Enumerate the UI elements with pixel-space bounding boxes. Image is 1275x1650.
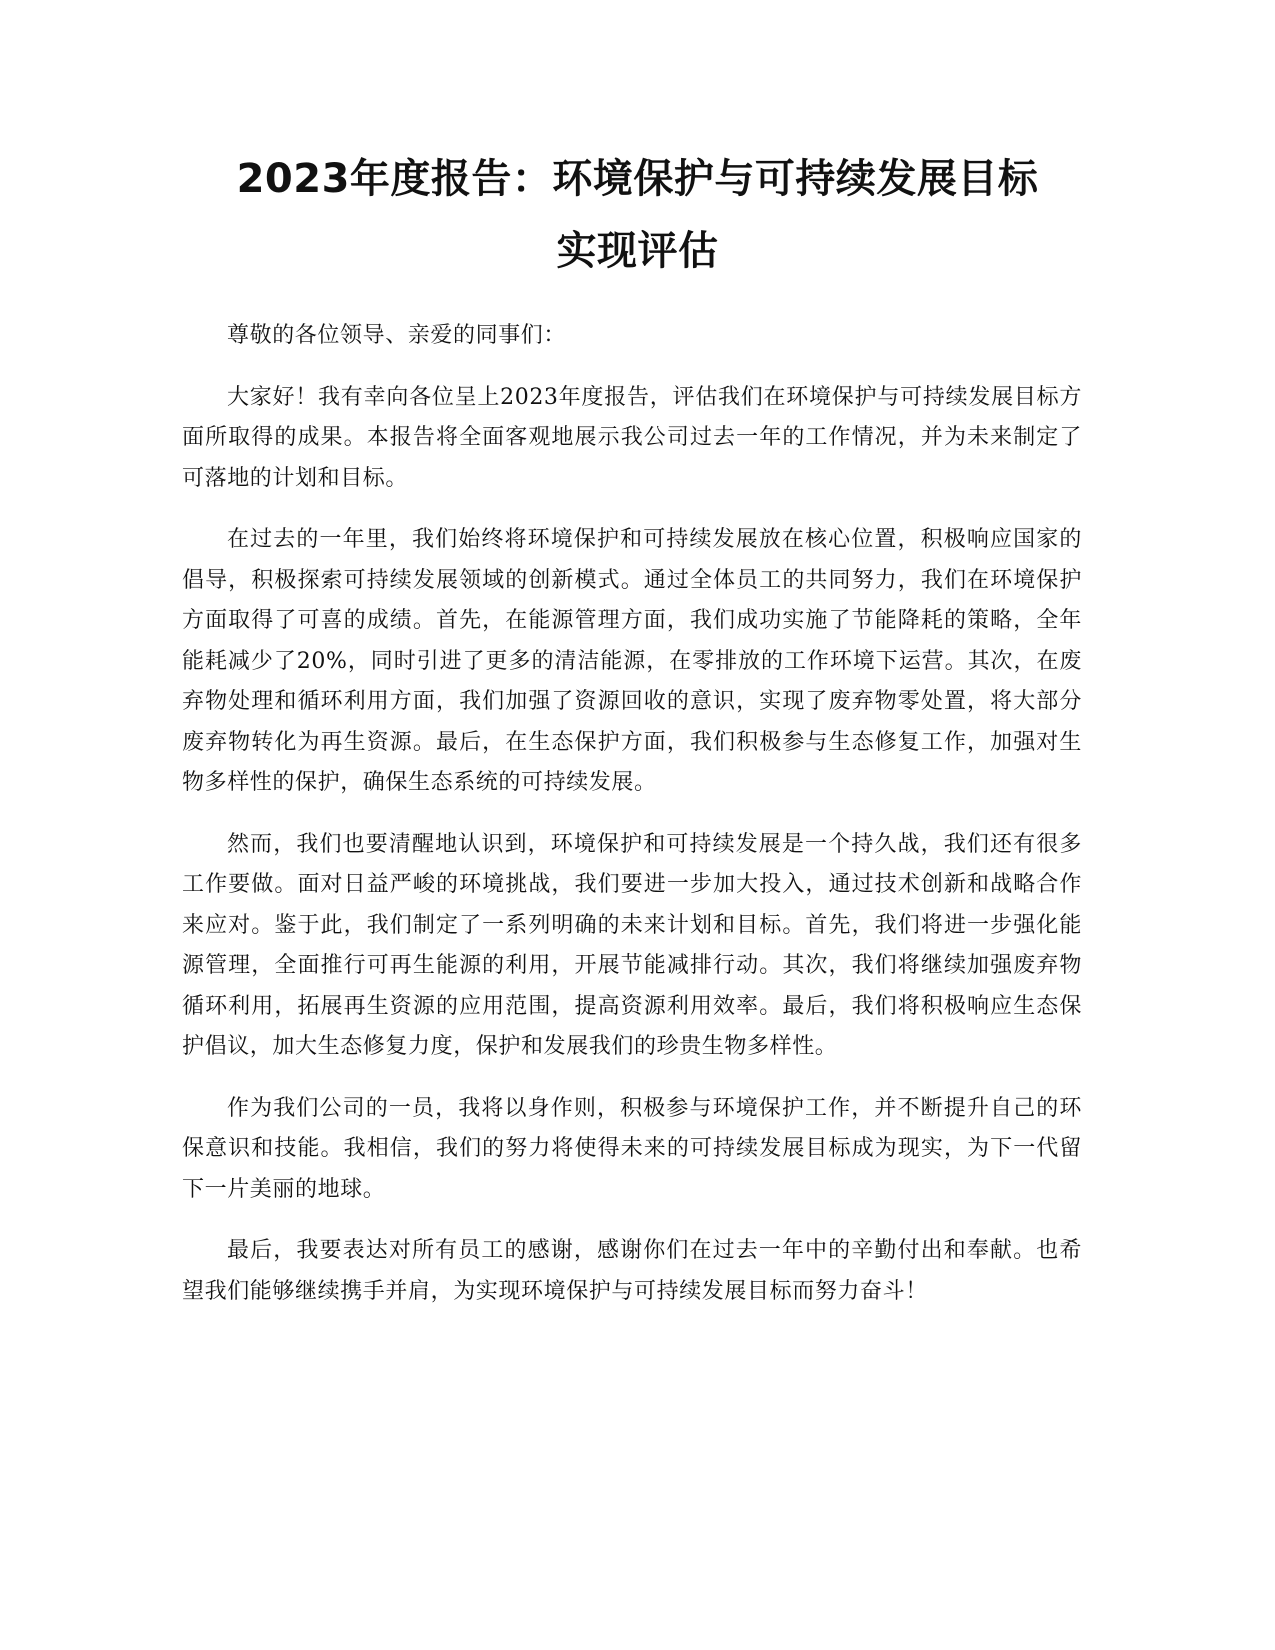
document-title-line-2: 实现评估	[556, 228, 719, 274]
document-title-line-1: 2023年度报告：环境保护与可持续发展目标	[236, 156, 1039, 202]
salutation-paragraph: 尊敬的各位领导、亲爱的同事们：	[227, 323, 567, 348]
document-title	[150, 143, 1125, 287]
closing-paragraph: 最后，我要表达对所有员工的感谢，感谢你们在过去一年中的辛勤付出和奉献。也希望我们能够继续携手并肩，为实现环境保护与可持续发展目标而努力奋斗！	[182, 1238, 1082, 1304]
personal-commitment-paragraph: 作为我们公司的一员，我将以身作则，积极参与环境保护工作，并不断提升自己的环保意识和技能。我相信，我们的努力将使得未来的可持续发展目标成为现实，为下一代留下一片美丽的地球。	[182, 1095, 1082, 1202]
future-plans-paragraph: 然而，我们也要清醒地认识到，环境保护和可持续发展是一个持久战，我们还有很多工作要做。面对日益严峻的环境挑战，我们要进一步加大投入，通过技术创新和战略合作来应对。鉴于此，我们制定了一系列明确的未来计划和目标。首先，我们将进一步强化能源管理，全面推行可再生能源的利用，开展节能减排行动。其次，我们将继续加强废弃物循环利用，拓展再生资源的应用范围，提高资源利用效率。最后，我们将积极响应生态保护倡议，加大生态修复力度，保护和发展我们的珍贵生物多样性。	[182, 831, 1082, 1059]
document-body	[182, 316, 1082, 1312]
opening-paragraph: 大家好！我有幸向各位呈上2023年度报告，评估我们在环境保护与可持续发展目标方面所取得的成果。本报告将全面客观地展示我公司过去一年的工作情况，并为未来制定了可落地的计划和目标。	[182, 384, 1082, 491]
achievements-paragraph: 在过去的一年里，我们始终将环境保护和可持续发展放在核心位置，积极响应国家的倡导，积极探索可持续发展领域的创新模式。通过全体员工的共同努力，我们在环境保护方面取得了可喜的成绩。首先，在能源管理方面，我们成功实施了节能降耗的策略，全年能耗减少了20%，同时引进了更多的清洁能源，在零排放的工作环境下运营。其次，在废弃物处理和循环利用方面，我们加强了资源回收的意识，实现了废弃物零处置，将大部分废弃物转化为再生资源。最后，在生态保护方面，我们积极参与生态修复工作，加强对生物多样性的保护，确保生态系统的可持续发展。	[182, 527, 1082, 795]
